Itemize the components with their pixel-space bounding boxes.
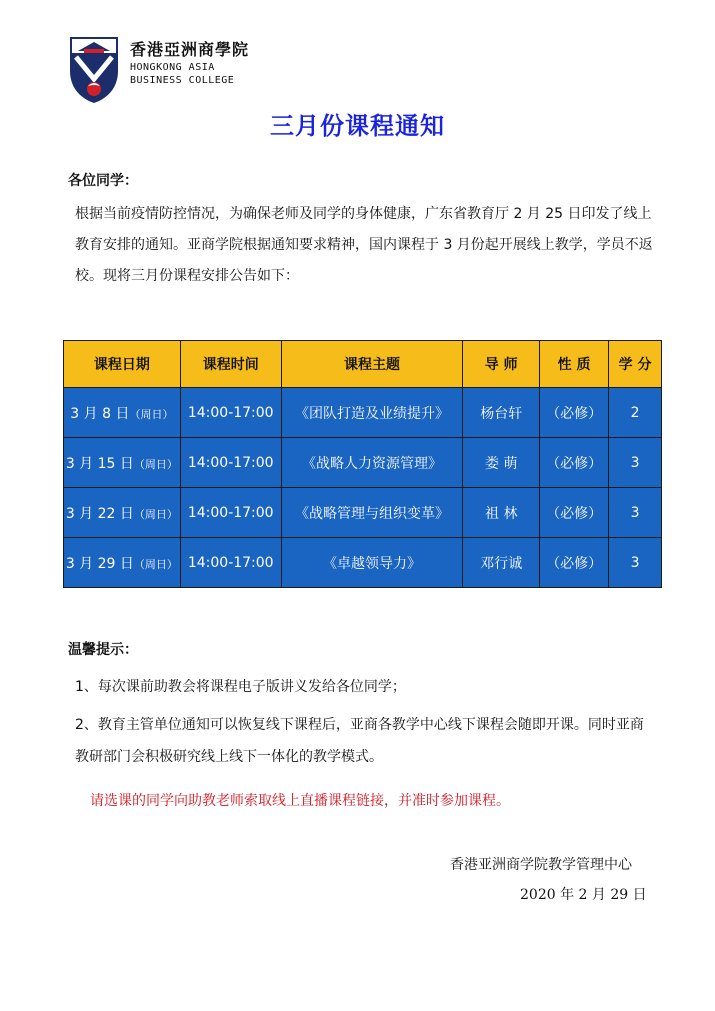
- tip-item: 2、教育主管单位通知可以恢复线下课程后，亚商各教学中心线下课程会随即开课。同时亚商教研部门会积极研究线上线下一体化的教学模式。: [75, 717, 644, 765]
- header-credit: 学 分: [609, 341, 662, 388]
- table-row: [64, 438, 662, 488]
- cell-credit: 2: [609, 388, 662, 438]
- cell-type: （必修）: [540, 388, 609, 438]
- signature-organization: 香港亚洲商学院教学管理中心: [450, 857, 632, 873]
- cell-date: [64, 488, 181, 538]
- header-type: 性 质: [540, 341, 609, 388]
- cell-type: （必修）: [540, 538, 609, 588]
- table-row: [64, 488, 662, 538]
- greeting: 各位同学：: [68, 173, 138, 189]
- header-topic: 课程主题: [281, 341, 463, 388]
- weekday-text: （周日）: [133, 507, 178, 521]
- cell-credit: 3: [609, 538, 662, 588]
- cell-type: （必修）: [540, 488, 609, 538]
- red-notice: 请选课的同学向助教老师索取线上直播课程链接，并准时参加课程。: [90, 793, 510, 809]
- date-text: 3 月 29 日: [65, 555, 134, 572]
- tip-item: 1、每次课前助教会将课程电子版讲义发给各位同学；: [75, 679, 406, 695]
- cell-teacher: 娄 萌: [463, 438, 540, 488]
- intro-paragraph: 根据当前疫情防控情况，为确保老师及同学的身体健康，广东省教育厅 2 月 25 日印发了线上教育安排的通知。亚商学院根据通知要求精神，国内课程于 3 月份起开展线上教学，学员不返校。现将三月份课程安排公告如下：: [75, 206, 653, 284]
- logo-english-name: [130, 61, 234, 87]
- date-text: 3 月 15 日: [65, 455, 134, 472]
- signature-date: 2020 年 2 月 29 日: [520, 887, 647, 903]
- cell-teacher: 祖 林: [463, 488, 540, 538]
- cell-date: [64, 388, 181, 438]
- table-header-row: [64, 341, 662, 388]
- header-date: 课程日期: [64, 341, 181, 388]
- cell-type: （必修）: [540, 438, 609, 488]
- date-text: 3 月 8 日: [70, 405, 130, 422]
- date-text: 3 月 22 日: [65, 505, 134, 522]
- cell-topic: 《卓越领导力》: [281, 538, 463, 588]
- cell-date: [64, 538, 181, 588]
- course-schedule-table: [63, 340, 662, 588]
- cell-topic: 《战略管理与组织变革》: [281, 488, 463, 538]
- cell-time: 14:00-17:00: [180, 438, 281, 488]
- cell-time: 14:00-17:00: [180, 538, 281, 588]
- college-logo: [68, 35, 250, 110]
- header-teacher: 导 师: [463, 341, 540, 388]
- cell-time: 14:00-17:00: [180, 388, 281, 438]
- cell-teacher: 杨台轩: [463, 388, 540, 438]
- logo-english-line1: HONGKONG ASIA: [130, 62, 215, 73]
- logo-chinese-name: 香港亞洲商學院: [130, 40, 250, 59]
- cell-topic: 《战略人力资源管理》: [281, 438, 463, 488]
- cell-time: 14:00-17:00: [180, 488, 281, 538]
- college-crest-icon: [68, 35, 120, 105]
- tips-title: 温馨提示：: [68, 642, 138, 658]
- weekday-text: （周日）: [133, 457, 178, 471]
- weekday-text: （周日）: [133, 557, 178, 571]
- cell-topic: 《团队打造及业绩提升》: [281, 388, 463, 438]
- header-time: 课程时间: [180, 341, 281, 388]
- page-title: 三月份课程通知: [270, 112, 445, 140]
- weekday-text: （周日）: [129, 407, 174, 421]
- table-row: [64, 538, 662, 588]
- cell-teacher: 邓行诚: [463, 538, 540, 588]
- cell-date: [64, 438, 181, 488]
- cell-credit: 3: [609, 438, 662, 488]
- table-row: [64, 388, 662, 438]
- logo-english-line2: BUSINESS COLLEGE: [130, 75, 235, 86]
- cell-credit: 3: [609, 488, 662, 538]
